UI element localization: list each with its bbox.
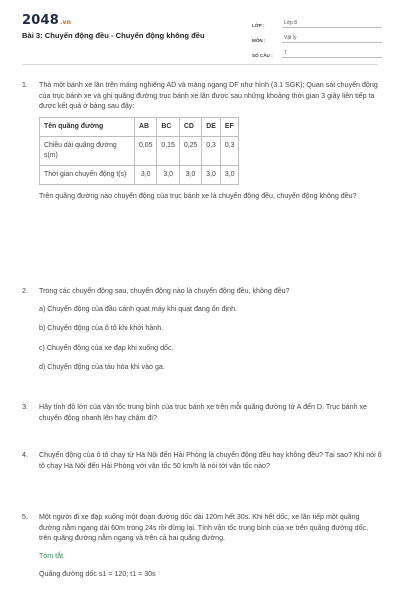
table-header: Tên quãng đường	[40, 117, 135, 136]
meta-row-count	[252, 45, 382, 58]
table-header: DE	[202, 117, 221, 136]
question-2	[22, 286, 382, 373]
meta-info	[252, 15, 382, 60]
table-cell: 3,0	[220, 165, 239, 184]
question-1	[22, 80, 382, 201]
question-number: 1.	[22, 81, 28, 89]
meta-value: Vật lý	[282, 35, 382, 43]
table-cell: 0,15	[157, 136, 179, 165]
answer-option: d) Chuyển động của tàu hỏa khi vào ga.	[39, 363, 165, 372]
question-number: 4.	[22, 451, 28, 459]
logo-main: 2048	[22, 13, 59, 28]
table-cell: 0,05	[135, 136, 157, 165]
lesson-title: Bài 3: Chuyển động đều - Chuyển động không đều	[22, 31, 205, 40]
summary-line: Quãng đường dốc s1 = 120; t1 = 30s	[39, 570, 156, 579]
question-number: 3.	[22, 403, 28, 411]
distance-time-table	[39, 117, 239, 185]
table-header: AB	[135, 117, 157, 136]
table-cell: Thời gian chuyển động t(s)	[40, 165, 135, 184]
table-header: BC	[157, 117, 179, 136]
question-number: 2.	[22, 287, 28, 295]
question-followup: Trên quãng đường nào chuyển động của trục bánh xe là chuyển động đều, chuyển động không đều?	[39, 191, 357, 200]
meta-label: SỐ CÂU :	[252, 53, 273, 58]
answer-option: c) Chuyển động của xe đạp khi xuống dốc.	[39, 343, 174, 352]
question-number: 5.	[22, 513, 28, 521]
answer-option: b) Chuyển động của ô tô khi khởi hành.	[39, 324, 164, 333]
table-cell: 0,3	[202, 136, 221, 165]
table-cell: 3,0	[202, 165, 221, 184]
table-cell: Chiều dài quãng đường s(m)	[40, 136, 135, 165]
table-row	[40, 165, 239, 184]
question-text: Thả một bánh xe lăn trên máng nghiêng AD và máng ngang DF như hình (3.1 SGK); Quan sát chuyển động của trục bánh xe và ghi quãng đường trục bánh xe lăn được sau những khoảng thời gian 3 giây liên tiếp ta được kết quả ở bảng sau đây:	[39, 81, 378, 111]
site-logo[interactable]	[22, 13, 71, 28]
logo-suffix: .vn	[59, 19, 72, 26]
question-text: Chuyển động của ô tô chạy từ Hà Nội đến Hải Phòng là chuyển động đều hay không đều? Tại sao? Khi nói ô tô chạy Hà Nội đến Hải Phòng với vận tốc 50 km/h là nói tới vận tốc nào?	[39, 451, 382, 470]
meta-row-subject	[252, 30, 382, 43]
summary-title: Tóm tắt	[39, 551, 64, 560]
meta-value: Lớp 8	[282, 20, 382, 28]
meta-row-class	[252, 15, 382, 28]
table-cell: 0,25	[179, 136, 201, 165]
table-row	[40, 136, 239, 165]
question-5	[22, 512, 382, 580]
question-text: Một người đi xe đạp xuống một đoạn đường dốc dài 120m hết 30s. Khi hết dốc, xe lăn tiếp một quãng đường nằm ngang dài 60m trong 24s rồi dừng lại. Tính vận tốc trung bình của xe trên quãng đường dốc, trên quãng đường nằm ngang và trên cả hai quãng đường.	[39, 513, 369, 543]
table-cell: 3,0	[179, 165, 201, 184]
table-cell: 3,0	[135, 165, 157, 184]
question-4	[22, 450, 382, 471]
table-header: CD	[179, 117, 201, 136]
page-header	[0, 0, 400, 62]
meta-label: MÔN :	[252, 38, 266, 43]
question-text: Trong các chuyển động sau, chuyển động nào là chuyển động đều, không đều?	[39, 287, 290, 295]
table-header: EF	[220, 117, 239, 136]
answer-option: a) Chuyển động của đầu cánh quạt máy khi quạt đang ổn định.	[39, 304, 237, 313]
table-cell: 3,0	[157, 165, 179, 184]
question-text: Hãy tính độ lớn của vận tốc trung bình của trục bánh xe trên mỗi quãng đường từ A đến D. Trục bánh xe chuyển động nhanh lên hay chậm đi?	[39, 403, 367, 422]
meta-label: LỚP :	[252, 23, 265, 28]
header-divider	[22, 64, 378, 65]
question-3	[22, 402, 382, 423]
meta-value: 7	[282, 50, 382, 58]
table-header-row	[40, 117, 239, 136]
table-cell: 0,3	[220, 136, 239, 165]
